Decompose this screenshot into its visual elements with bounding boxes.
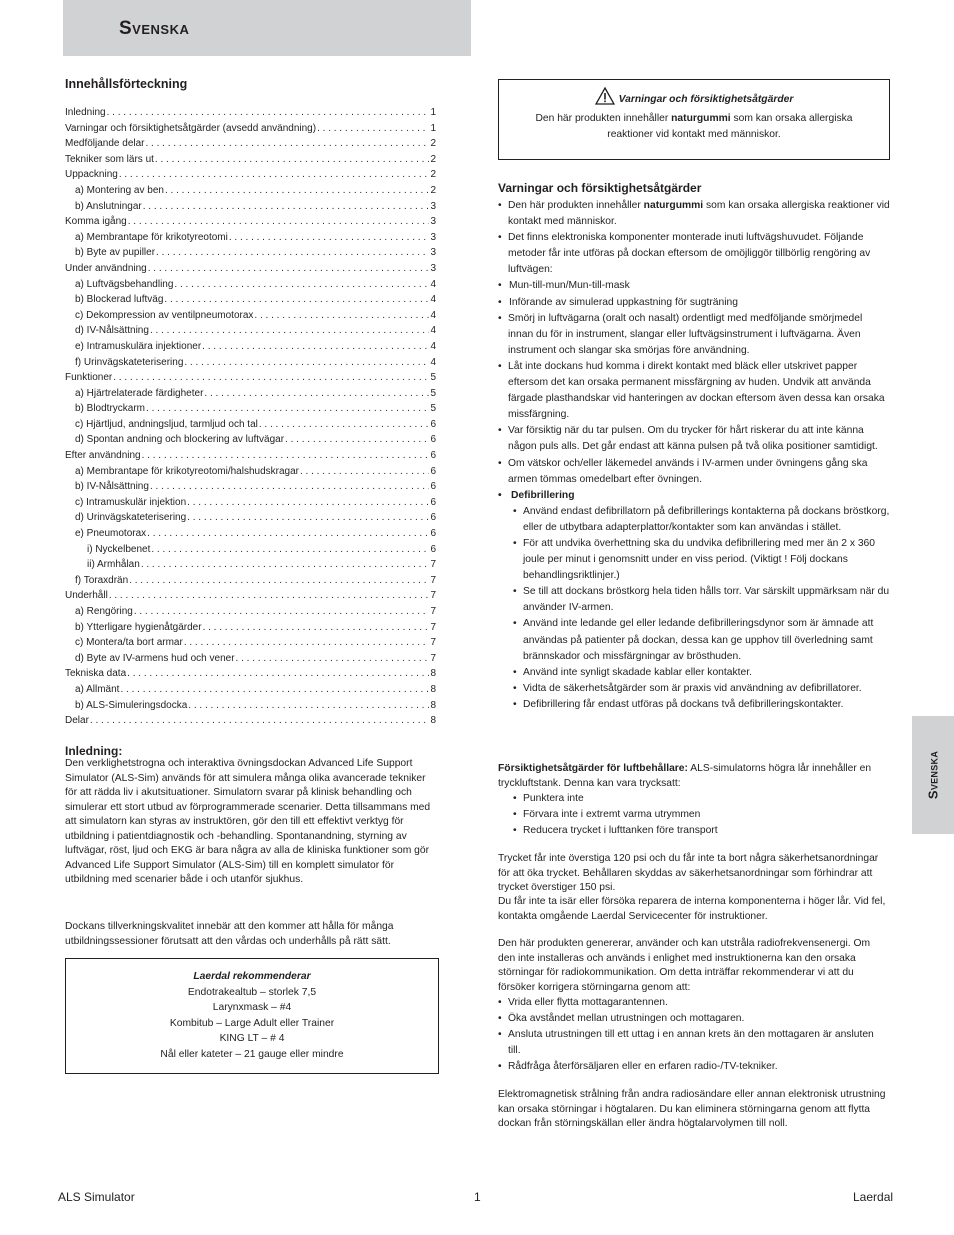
- toc-label: b) Byte av pupiller: [75, 247, 156, 259]
- toc-leader: [134, 604, 430, 620]
- list-item: • Det finns elektroniska komponenter monterade inuti luftvägshuvudet. Följande metoder får inte utföras på dockan eftersom de omöjliggör tillbörlig rengöring av luftvägen:: [498, 230, 890, 278]
- toc-page: 7: [430, 621, 436, 633]
- toc-label: Under användning: [65, 262, 147, 274]
- toc-page: 6: [430, 465, 436, 477]
- toc-page: 6: [430, 418, 436, 430]
- toc-label: Tekniker som lärs ut: [65, 153, 154, 165]
- toc-page: 4: [430, 278, 436, 290]
- toc-label: d) Spontan andning och blockering av luftvägar: [75, 434, 285, 446]
- toc-label: Uppackning: [65, 169, 118, 181]
- toc-leader: [165, 183, 429, 199]
- toc-leader: [174, 277, 429, 293]
- list-item: • Defibrillering: [498, 488, 890, 504]
- toc-row: [65, 464, 436, 480]
- toc-page: 7: [430, 574, 436, 586]
- toc-leader: [184, 355, 429, 371]
- recommend-line: Nål eller kateter – 21 gauge eller mindre: [160, 1048, 344, 1060]
- toc-leader: [188, 698, 429, 714]
- toc-row: [65, 635, 436, 651]
- toc-page: 4: [430, 309, 436, 321]
- toc-leader: [150, 479, 430, 495]
- list-item: • Öka avståndet mellan utrustningen och mottagaren.: [498, 1011, 888, 1027]
- toc-row: [65, 666, 436, 682]
- toc-leader: [254, 308, 429, 324]
- toc-leader: [147, 526, 429, 542]
- toc-row: [65, 432, 436, 448]
- toc-label: a) Allmänt: [75, 683, 120, 695]
- toc-leader: [164, 292, 429, 308]
- toc-leader: [300, 464, 429, 480]
- toc-leader: [317, 121, 429, 137]
- toc-page: 5: [430, 403, 436, 415]
- toc-label: e) Pneumotorax: [75, 528, 147, 540]
- toc-page: 6: [430, 434, 436, 446]
- toc-label: a) Membrantape för krikotyreotomi: [75, 231, 228, 243]
- list-item: • Använd endast defibrillatorn på defibrillerings kontakterna på dockans bröstkorg, eller de utbytbara adapterplattor/kontakter som kan användas i stället.: [498, 504, 890, 536]
- list-item: • Smörj in luftvägarna (oralt och nasalt) ordentligt med medföljande smörjmedel innan du för in instrument, slangar eller luftvägsinstrument i luftvägarna. Även instrument och slangar ska smörjas före användning.: [498, 311, 890, 359]
- toc-row: [65, 214, 436, 230]
- toc-page: 2: [430, 184, 436, 196]
- toc-leader: [151, 542, 429, 558]
- warning-box-title: Varningar och försiktighetsåtgärder: [618, 94, 794, 105]
- toc-label: Delar: [65, 715, 89, 727]
- intro-heading: Inledning:: [65, 744, 123, 758]
- toc-leader: [146, 136, 430, 152]
- toc-row: [65, 713, 436, 729]
- list-item: • Om vätskor och/eller läkemedel används i IV-armen under övningens gång ska armen tömmas omedelbart efter övningen.: [498, 456, 890, 488]
- toc-page: 3: [430, 231, 436, 243]
- recommend-line: Larynxmask – #4: [212, 1002, 292, 1014]
- toc-label: d) Byte av IV-armens hud och vener: [75, 652, 235, 664]
- toc-leader: [90, 713, 430, 729]
- toc-row: [65, 588, 436, 604]
- toc-row: [65, 167, 436, 183]
- page-title: Svenska: [119, 18, 190, 39]
- toc-label: d) Urinvägskateterisering: [75, 512, 187, 524]
- toc-row: [65, 245, 436, 261]
- toc-label: c) Montera/ta bort armar: [75, 637, 183, 649]
- toc-label: b) Blodtryckarm: [75, 403, 146, 415]
- toc-page: 6: [430, 543, 436, 555]
- toc-page: 7: [430, 606, 436, 617]
- recommend-title: Laerdal rekommenderar: [193, 971, 311, 982]
- toc-label: e) Intramuskulära injektioner: [75, 340, 202, 352]
- toc-label: f) Toraxdrän: [75, 574, 129, 586]
- list-item: • För att undvika överhettning ska du undvika defibrillering med mer än 2 x 360 joule per minut i genomsnitt under en viss period. (Viktigt ! Följ dockans behandlingsriktlinjer.): [498, 536, 890, 584]
- toc-leader: [259, 417, 430, 433]
- toc-row: [65, 308, 436, 324]
- toc-label: a) Rengöring: [75, 606, 133, 617]
- toc-row: [65, 136, 436, 152]
- toc-leader: [202, 339, 429, 355]
- toc-leader: [187, 495, 429, 511]
- toc-label: a) Membrantape för krikotyreotomi/halshudskragar: [75, 465, 299, 477]
- warnings-heading: Varningar och försiktighetsåtgärder: [498, 181, 702, 195]
- list-item: • Rådfråga återförsäljaren eller en erfaren radio-/TV-tekniker.: [498, 1059, 888, 1075]
- radio-section: Den här produkten genererar, använder och kan utstråla radiofrekvensenergi. Om den inte installeras och används i enlighet med instruktionerna kan den orsaka störningar för radiokommunikation. Om detta inträffar rekommenderar vi att du försöker korrigera störningarna genom att: • Vrida eller flytta mottagarantennen. • Öka avståndet mellan utrustningen och mottagaren. • Ansluta utrustningen till ett uttag i en annan krets än den mottagaren är ansluten till. • Rådfråga återförsäljaren eller en erfaren radio-/TV-tekniker.: [498, 937, 888, 1075]
- toc-row: [65, 510, 436, 526]
- toc-label: i) Nyckelbenet: [87, 543, 151, 555]
- list-item: • Mun-till-mun/Mun-till-mask: [498, 278, 890, 294]
- list-item: • Ansluta utrustningen till ett uttag i en annan krets än den mottagaren är ansluten till.: [498, 1027, 888, 1059]
- toc-leader: [113, 370, 429, 386]
- toc-label: Efter användning: [65, 450, 141, 462]
- toc-row: [65, 479, 436, 495]
- radio-paragraph-2: Elektromagnetisk strålning från andra radiosändare eller annan elektronisk utrustning kan orsaka störningar i högtalaren. Du kan eliminera störningarna genom att flytta dockan från störningskällan eller ändra högtalarvolymen till noll.: [498, 1089, 886, 1129]
- toc-row: [65, 261, 436, 277]
- toc-label: a) Hjärtrelaterade färdigheter: [75, 387, 204, 399]
- toc-leader: [203, 620, 430, 636]
- toc-row: [65, 604, 436, 620]
- toc-page: 2: [430, 169, 436, 181]
- toc-row: [65, 339, 436, 355]
- intro-body-2: Dockans tillverkningskvalitet innebär att den kommer att hålla för många utbildningssessioner förutsatt att den vårdas och underhålls på rätt sätt.: [65, 921, 394, 947]
- toc-label: Komma igång: [65, 216, 127, 228]
- list-item: • Vrida eller flytta mottagarantennen.: [498, 995, 888, 1011]
- toc-row: [65, 401, 436, 417]
- toc-row: [65, 526, 436, 542]
- toc-page: 8: [430, 699, 436, 711]
- toc-label: c) Intramuskulär injektion: [75, 496, 187, 508]
- toc-page: 8: [430, 715, 436, 727]
- toc-label: c) Dekompression av ventilpneumotorax: [75, 309, 254, 321]
- toc-leader: [107, 105, 430, 121]
- air-paragraph-2: Du får inte ta isär eller försöka reparera de interna komponenterna i höger lår. Vid fel, kontakta omgående Laerdal Servicecenter för instruktioner.: [498, 896, 886, 922]
- footer-left: ALS Simulator: [58, 1190, 135, 1204]
- toc-leader: [204, 386, 429, 402]
- toc-row: [65, 698, 436, 714]
- toc-page: 4: [430, 294, 436, 306]
- toc-row: [65, 573, 436, 589]
- warning-box-text: Den här produkten innehåller naturgummi som kan orsaka allergiska reaktioner vid kontakt med människor.: [535, 113, 853, 140]
- list-item: • Använd inte ledande gel eller ledande defibrilleringsdynor som är ämnade att användas på patienter på dockan, dessa kan ge upphov till överledning samt brännskador och missfärgningar av brösthuden.: [498, 616, 890, 664]
- toc-row: [65, 386, 436, 402]
- table-of-contents: [65, 105, 436, 729]
- toc-page: 4: [430, 356, 436, 368]
- toc-row: [65, 448, 436, 464]
- toc-row: [65, 355, 436, 371]
- toc-label: Underhåll: [65, 590, 108, 602]
- toc-label: c) Hjärtljud, andningsljud, tarmljud och tal: [75, 418, 258, 430]
- recommend-line: Kombitub – Large Adult eller Trainer: [169, 1017, 335, 1029]
- toc-leader: [129, 573, 429, 589]
- side-tab: [912, 716, 954, 834]
- toc-label: Funktioner: [65, 372, 113, 384]
- recommend-line: Endotrakealtub – storlek 7,5: [187, 986, 317, 998]
- toc-page: 6: [430, 528, 436, 540]
- toc-label: b) Blockerad luftväg: [75, 294, 164, 306]
- toc-leader: [285, 432, 429, 448]
- toc-page: 7: [430, 590, 436, 602]
- toc-page: 5: [430, 387, 436, 399]
- toc-page: 1: [430, 107, 436, 118]
- footer-right: Laerdal: [853, 1190, 894, 1204]
- list-item: • Defibrillering får endast utföras på dockans två defibrilleringskontakter.: [498, 697, 890, 713]
- toc-page: 6: [430, 512, 436, 524]
- toc-row: [65, 323, 436, 339]
- toc-page: 4: [430, 325, 436, 337]
- intro-body: Den verklighetstrogna och interaktiva övningsdockan Advanced Life Support Simulator (ALS-Sim) används för att simulera många olika avancerade tekniker för att rädda liv i akutsituationer. Simulatorn svarar på klinisk behandling och simulerar ett stort utbud av förprogrammerade scenarier. Detta tillsammans med att simulatorn kan styras av instruktören, gör den till ett effektivt verktyg för utbildning i patientdiagnostik och -behandling. Spontanandning, styrning av luftvägar, röst, ljud och EKG är bara några av alla de kliniska funktioner som gör Advanced Life Support Simulator (ALS-Sim) till en komplett simulator för utbildning med scenarier både i och utanför sjukhus.: [65, 758, 431, 885]
- toc-page: 3: [430, 247, 436, 259]
- toc-label: f) Urinvägskateterisering: [75, 356, 184, 368]
- toc-row: [65, 121, 436, 137]
- toc-heading: Innehållsförteckning: [65, 77, 188, 91]
- toc-page: 7: [430, 637, 436, 649]
- toc-row: [65, 152, 436, 168]
- toc-page: 3: [430, 216, 436, 228]
- recommend-box: [65, 958, 439, 1074]
- toc-leader: [143, 199, 430, 215]
- warnings-list: [498, 198, 890, 713]
- toc-row: [65, 557, 436, 573]
- toc-label: d) IV-Nålsättning: [75, 325, 149, 337]
- toc-label: b) Anslutningar: [75, 200, 142, 212]
- toc-row: [65, 682, 436, 698]
- toc-leader: [148, 261, 430, 277]
- toc-row: [65, 105, 436, 121]
- toc-label: b) IV-Nålsättning: [75, 481, 149, 493]
- toc-row: [65, 199, 436, 215]
- toc-row: [65, 651, 436, 667]
- toc-leader: [119, 167, 430, 183]
- list-item: • Införande av simulerad uppkastning för sugträning: [498, 295, 890, 311]
- air-paragraph-1: Trycket får inte överstiga 120 psi och du får inte ta bort några säkerhetsanordningar för att öka trycket. Behållaren skyddas av säkerhetsanordningar som förhindrar att trycket överstiger 150 psi.: [498, 853, 879, 893]
- list-item: • Den här produkten innehåller naturgummi som kan orsaka allergiska reaktioner vid kontakt med människor.: [498, 198, 890, 230]
- recommend-line: KING LT – # 4: [219, 1033, 285, 1045]
- side-tab-label: Svenska: [925, 750, 941, 800]
- toc-row: [65, 542, 436, 558]
- toc-label: Medföljande delar: [65, 138, 145, 150]
- list-item: • Se till att dockans bröstkorg hela tiden hålls torr. Var särskilt uppmärksam när du använder IV-armen.: [498, 584, 890, 616]
- toc-label: ii) Armhålan: [87, 559, 140, 571]
- toc-leader: [127, 666, 429, 682]
- warning-triangle-icon: [595, 87, 615, 111]
- list-item: • Punktera inte: [498, 791, 888, 807]
- list-item: • Använd inte synligt skadade kablar eller kontakter.: [498, 665, 890, 681]
- toc-label: Inledning: [65, 107, 106, 118]
- toc-leader: [236, 651, 430, 667]
- header-band: [63, 0, 471, 56]
- toc-label: Tekniska data: [65, 668, 127, 680]
- toc-row: [65, 230, 436, 246]
- toc-leader: [146, 401, 429, 417]
- toc-label: a) Montering av ben: [75, 184, 164, 196]
- toc-leader: [141, 557, 430, 573]
- toc-label: b) Ytterligare hygienåtgärder: [75, 621, 202, 633]
- toc-row: [65, 620, 436, 636]
- toc-leader: [229, 230, 430, 246]
- toc-page: 7: [430, 559, 436, 571]
- toc-leader: [184, 635, 430, 651]
- toc-row: [65, 183, 436, 199]
- list-item: • Vidta de säkerhetsåtgärder som är praxis vid användning av defibrillatorer.: [498, 681, 890, 697]
- toc-page: 5: [430, 372, 436, 384]
- toc-leader: [128, 214, 430, 230]
- toc-page: 6: [430, 496, 436, 508]
- toc-label: Varningar och försiktighetsåtgärder (avsedd användning): [65, 122, 317, 134]
- toc-page: 6: [430, 481, 436, 493]
- toc-label: b) ALS-Simuleringsdocka: [75, 699, 188, 711]
- toc-page: 2: [430, 153, 436, 165]
- toc-label: a) Luftvägsbehandling: [75, 278, 174, 290]
- toc-page: 4: [430, 340, 436, 352]
- toc-page: 3: [430, 262, 436, 274]
- list-item: • Var försiktig när du tar pulsen. Om du trycker för hårt riskerar du att inte känna någon puls alls. Det går endast att känna pulsen på två olika positioner samtidigt.: [498, 423, 890, 455]
- toc-page: 8: [430, 683, 436, 695]
- toc-leader: [156, 245, 429, 261]
- toc-row: [65, 292, 436, 308]
- list-item: • Låt inte dockans hud komma i direkt kontakt med bläck eller utskrivet papper eftersom det kan orsaka permanent missfärgning av huden. Undvik att använda färgade plasthandskar vid hanteringen av dockan eftersom även dessa kan orsaka missfärgning.: [498, 359, 890, 423]
- toc-leader: [120, 682, 429, 698]
- toc-leader: [155, 152, 430, 168]
- toc-page: 7: [430, 652, 436, 664]
- toc-row: [65, 277, 436, 293]
- toc-page: 1: [430, 122, 436, 134]
- toc-leader: [142, 448, 430, 464]
- toc-leader: [150, 323, 430, 339]
- toc-page: 8: [430, 668, 436, 680]
- list-item: • Förvara inte i extremt varma utrymmen: [498, 807, 888, 823]
- toc-page: 2: [430, 138, 436, 150]
- toc-page: 6: [430, 450, 436, 462]
- toc-leader: [109, 588, 430, 604]
- toc-page: 3: [430, 200, 436, 212]
- toc-row: [65, 417, 436, 433]
- warning-box: [498, 79, 890, 160]
- toc-leader: [187, 510, 429, 526]
- toc-row: [65, 370, 436, 386]
- toc-row: [65, 495, 436, 511]
- air-section: Försiktighetsåtgärder för luftbehållare: ALS-simulatorns högra lår innehåller en tryckluftstank. Denna kan vara trycksatt: • Punktera inte • Förvara inte i extremt varma utrymmen • Reducera trycket i lufttanken före transport: [498, 762, 888, 839]
- list-item: • Reducera trycket i lufttanken före transport: [498, 823, 888, 839]
- page-number: 1: [474, 1190, 481, 1204]
